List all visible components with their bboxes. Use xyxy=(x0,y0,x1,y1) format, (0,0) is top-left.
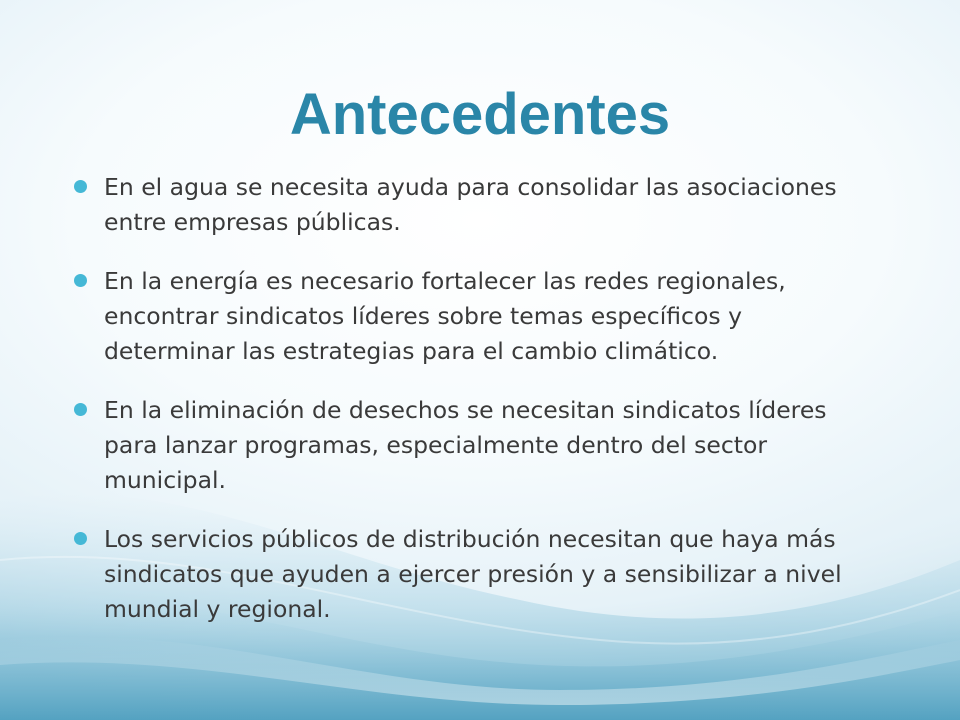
bullet-item xyxy=(74,170,874,240)
slide-title: Antecedentes xyxy=(289,82,671,147)
bullet-item xyxy=(74,264,874,369)
bullet-item xyxy=(74,522,874,627)
bullet-list xyxy=(74,170,874,651)
bullet-item xyxy=(74,393,874,498)
bullet-dot-icon xyxy=(74,403,87,416)
bullet-text: Los servicios públicos de distribución necesitan que haya más sindicatos que ayuden a ejercer presión y a sensibilizar a nivel mundial y regional. xyxy=(104,525,842,623)
bullet-dot-icon xyxy=(74,274,87,287)
bullet-text: En la eliminación de desechos se necesitan sindicatos líderes para lanzar programas, especialmente dentro del sector municipal. xyxy=(104,396,827,494)
bullet-text: En la energía es necesario fortalecer las redes regionales, encontrar sindicatos líderes sobre temas específicos y determinar las estrategias para el cambio climático. xyxy=(104,267,786,365)
bullet-dot-icon xyxy=(74,532,87,545)
bullet-text: En el agua se necesita ayuda para consolidar las asociaciones entre empresas públicas. xyxy=(104,173,837,236)
bullet-dot-icon xyxy=(74,180,87,193)
